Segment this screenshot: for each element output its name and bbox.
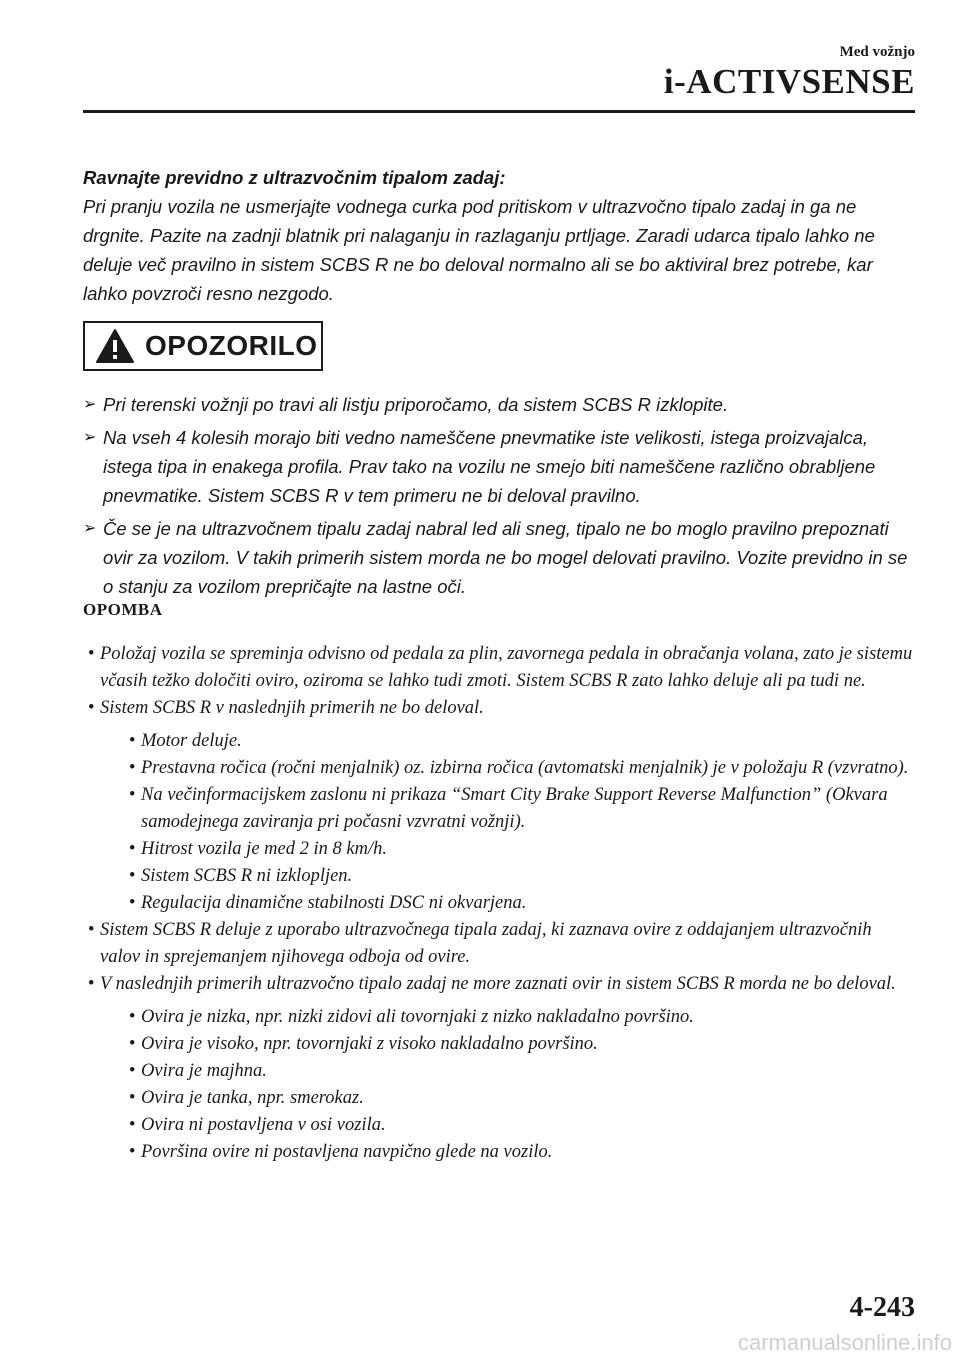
bullet-icon: • [129, 839, 136, 859]
list-item: • Sistem SCBS R ni izklopljen. [124, 863, 913, 890]
warning-triangle-icon [95, 328, 135, 364]
list-item: • Na večinformacijskem zaslonu ni prikaza “Smart City Brake Support Reverse Malfunction” (Okvara samodejnega zaviranja pri počasni vzvratni vožnji). [124, 782, 913, 836]
bullet-icon: • [129, 1061, 136, 1081]
caution-text: Pri pranju vozila ne usmerjajte vodnega curka pod pritiskom v ultrazvočno tipalo zadaj in ga ne drgnite. Pazite na zadnji blatnik pri nalaganju in razlaganju prtljage. Zaradi udarca tipalo lahko ne deluje več pravilno in sistem SCBS R ne bo deloval normalno ali se bo aktiviral brez potrebe, kar lahko povzroči resno nezgodo. [83, 196, 875, 304]
list-item: • V naslednjih primerih ultrazvočno tipalo zadaj ne more zaznati ovir in sistem SCBS R morda ne bo deloval. • Ovira je nizka, npr. nizki zidovi ali tovornjaki z nizko nakladalno površino. • Ovira je visoko, npr. tovornjaki z visoko nakladalno površino. • Ovira je majhna. • Ovira je tanka, npr. smerokaz. • Ovira ni postavljena v osi vozila. • Površina ovire ni postavljena navpično glede na vozilo. [83, 971, 913, 1166]
list-item: ➢ Pri terenski vožnji po travi ali listju priporočamo, da sistem SCBS R izklopite. [83, 390, 913, 419]
bullet-icon: • [88, 644, 95, 664]
bullet-icon: • [129, 866, 136, 886]
arrow-icon: ➢ [83, 429, 97, 446]
caution-block [83, 163, 913, 308]
header-rule [83, 110, 915, 113]
bullet-icon: • [129, 731, 136, 751]
watermark: carmanualsonline.info [737, 1330, 952, 1355]
arrow-icon: ➢ [83, 396, 97, 413]
note-block [83, 641, 913, 1166]
warning-badge [83, 321, 323, 371]
bullet-icon: • [129, 785, 136, 805]
bullet-icon: • [129, 1088, 136, 1108]
list-item: • Ovira je majhna. [124, 1058, 913, 1085]
bullet-icon: • [129, 893, 136, 913]
bullet-icon: • [129, 758, 136, 778]
list-item: • Ovira je tanka, npr. smerokaz. [124, 1085, 913, 1112]
list-item: • Ovira ni postavljena v osi vozila. [124, 1112, 913, 1139]
list-item: • Ovira je nizka, npr. nizki zidovi ali tovornjaki z nizko nakladalno površino. [124, 1004, 913, 1031]
warning-list [83, 390, 913, 605]
caution-title: Ravnajte previdno z ultrazvočnim tipalom zadaj: [83, 167, 506, 188]
arrow-icon: ➢ [83, 520, 97, 537]
bullet-icon: • [129, 1142, 136, 1162]
section-title: Med vožnjo [839, 44, 915, 60]
list-item: • Motor deluje. [124, 728, 913, 755]
list-item: • Sistem SCBS R deluje z uporabo ultrazvočnega tipala zadaj, ki zaznava ovire z oddajanjem ultrazvočnih valov in sprejemanjem njihovega odboja od ovire. [83, 917, 913, 971]
bullet-icon: • [129, 1034, 136, 1054]
list-item: • Ovira je visoko, npr. tovornjaki z visoko nakladalno površino. [124, 1031, 913, 1058]
bullet-icon: • [88, 974, 95, 994]
chapter-title: i-ACTIVSENSE [663, 62, 915, 101]
warning-label: OPOZORILO [145, 330, 318, 361]
list-item: • Hitrost vozila je med 2 in 8 km/h. [124, 836, 913, 863]
bullet-icon: • [129, 1115, 136, 1135]
note-title: OPOMBA [83, 600, 163, 619]
list-item: ➢ Na vseh 4 kolesih morajo biti vedno nameščene pnevmatike iste velikosti, istega proizvajalca, istega tipa in enakega profila. Prav tako na vozilu ne smejo biti nameščene različno obrabljene pnevmatike. Sistem SCBS R v tem primeru ne bi deloval pravilno. [83, 423, 913, 510]
page-number: 4-243 [849, 1292, 915, 1323]
list-item: • Regulacija dinamične stabilnosti DSC ni okvarjena. [124, 890, 913, 917]
bullet-icon: • [129, 1007, 136, 1027]
list-item: • Sistem SCBS R v naslednjih primerih ne bo deloval. • Motor deluje. • Prestavna ročica (ročni menjalnik) oz. izbirna ročica (avtomatski menjalnik) je v položaju R (vzvratno). • Na večinformacijskem zaslonu ni prikaza “Smart City Brake Support Reverse Malfunction” (Okvara samodejnega zaviranja pri počasni vzvratni vožnji). • Hitrost vozila je med 2 in 8 km/h. • Sistem SCBS R ni izklopljen. • Regulacija dinamične stabilnosti DSC ni okvarjena. [83, 695, 913, 917]
list-item: ➢ Če se je na ultrazvočnem tipalu zadaj nabral led ali sneg, tipalo ne bo moglo pravilno prepoznati ovir za vozilom. V takih primerih sistem morda ne bo mogel delovati pravilno. Vozite previdno in se o stanju za vozilom prepričajte na lastne oči. [83, 514, 913, 601]
list-item: • Položaj vozila se spreminja odvisno od pedala za plin, zavornega pedala in obračanja volana, zato je sistemu včasih težko določiti oviro, oziroma se lahko tudi zmoti. Sistem SCBS R zato lahko deluje ali pa tudi ne. [83, 641, 913, 695]
bullet-icon: • [88, 920, 95, 940]
list-item: • Površina ovire ni postavljena navpično glede na vozilo. [124, 1139, 913, 1166]
bullet-icon: • [88, 698, 95, 718]
list-item: • Prestavna ročica (ročni menjalnik) oz. izbirna ročica (avtomatski menjalnik) je v položaju R (vzvratno). [124, 755, 913, 782]
